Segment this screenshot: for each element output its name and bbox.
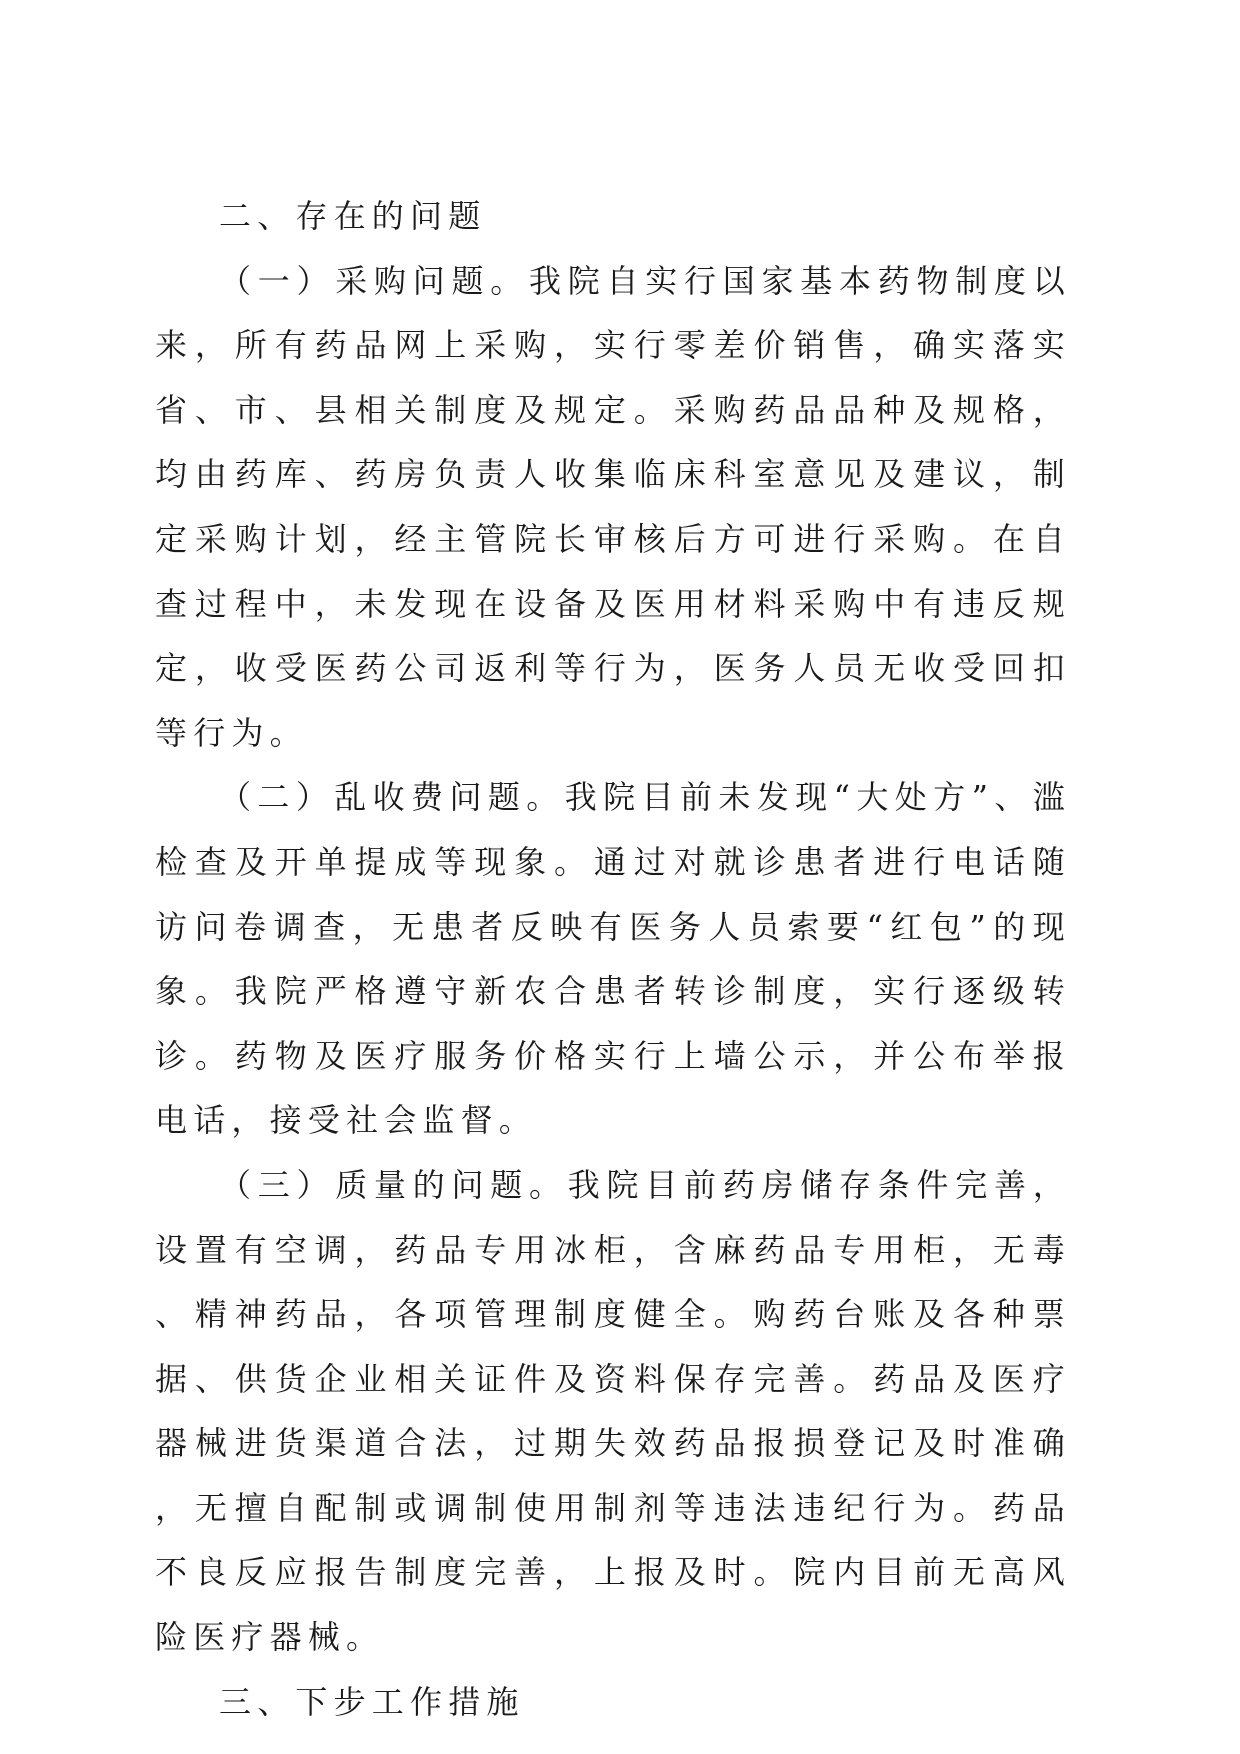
document-body (155, 184, 1071, 1734)
paragraph-fees: （二）乱收费问题。我院目前未发现“大处方”、滥检查及开单提成等现象。通过对就诊患者进行电话随访问卷调查，无患者反映有医务人员索要“红包”的现象。我院严格遵守新农合患者转诊制度，实行逐级转诊。药物及医疗服务价格实行上墙公示，并公布举报电话，接受社会监督。 (155, 778, 1071, 1140)
section-heading-next-steps: 三、下步工作措施 (219, 1682, 525, 1721)
section-heading-problems: 二、存在的问题 (219, 197, 487, 235)
paragraph-procurement: （一）采购问题。我院自实行国家基本药物制度以来，所有药品网上采购，实行零差价销售，确实落实省、市、县相关制度及规定。采购药品品种及规格，均由药库、药房负责人收集临床科室意见及建议，制定采购计划，经主管院长审核后方可进行采购。在自查过程中，未发现在设备及医用材料采购中有违反规定，收受医药公司返利等行为，医务人员无收受回扣等行为。 (155, 261, 1071, 752)
paragraph-quality: （三）质量的问题。我院目前药房储存条件完善，设置有空调，药品专用冰柜，含麻药品专用柜，无毒、精神药品，各项管理制度健全。购药台账及各种票据、供货企业相关证件及资料保存完善。药品及医疗器械进货渠道合法，过期失效药品报损登记及时准确，无擅自配制或调制使用制剂等违法违纪行为。药品不良反应报告制度完善，上报及时。院内目前无高风险医疗器械。 (155, 1165, 1071, 1657)
